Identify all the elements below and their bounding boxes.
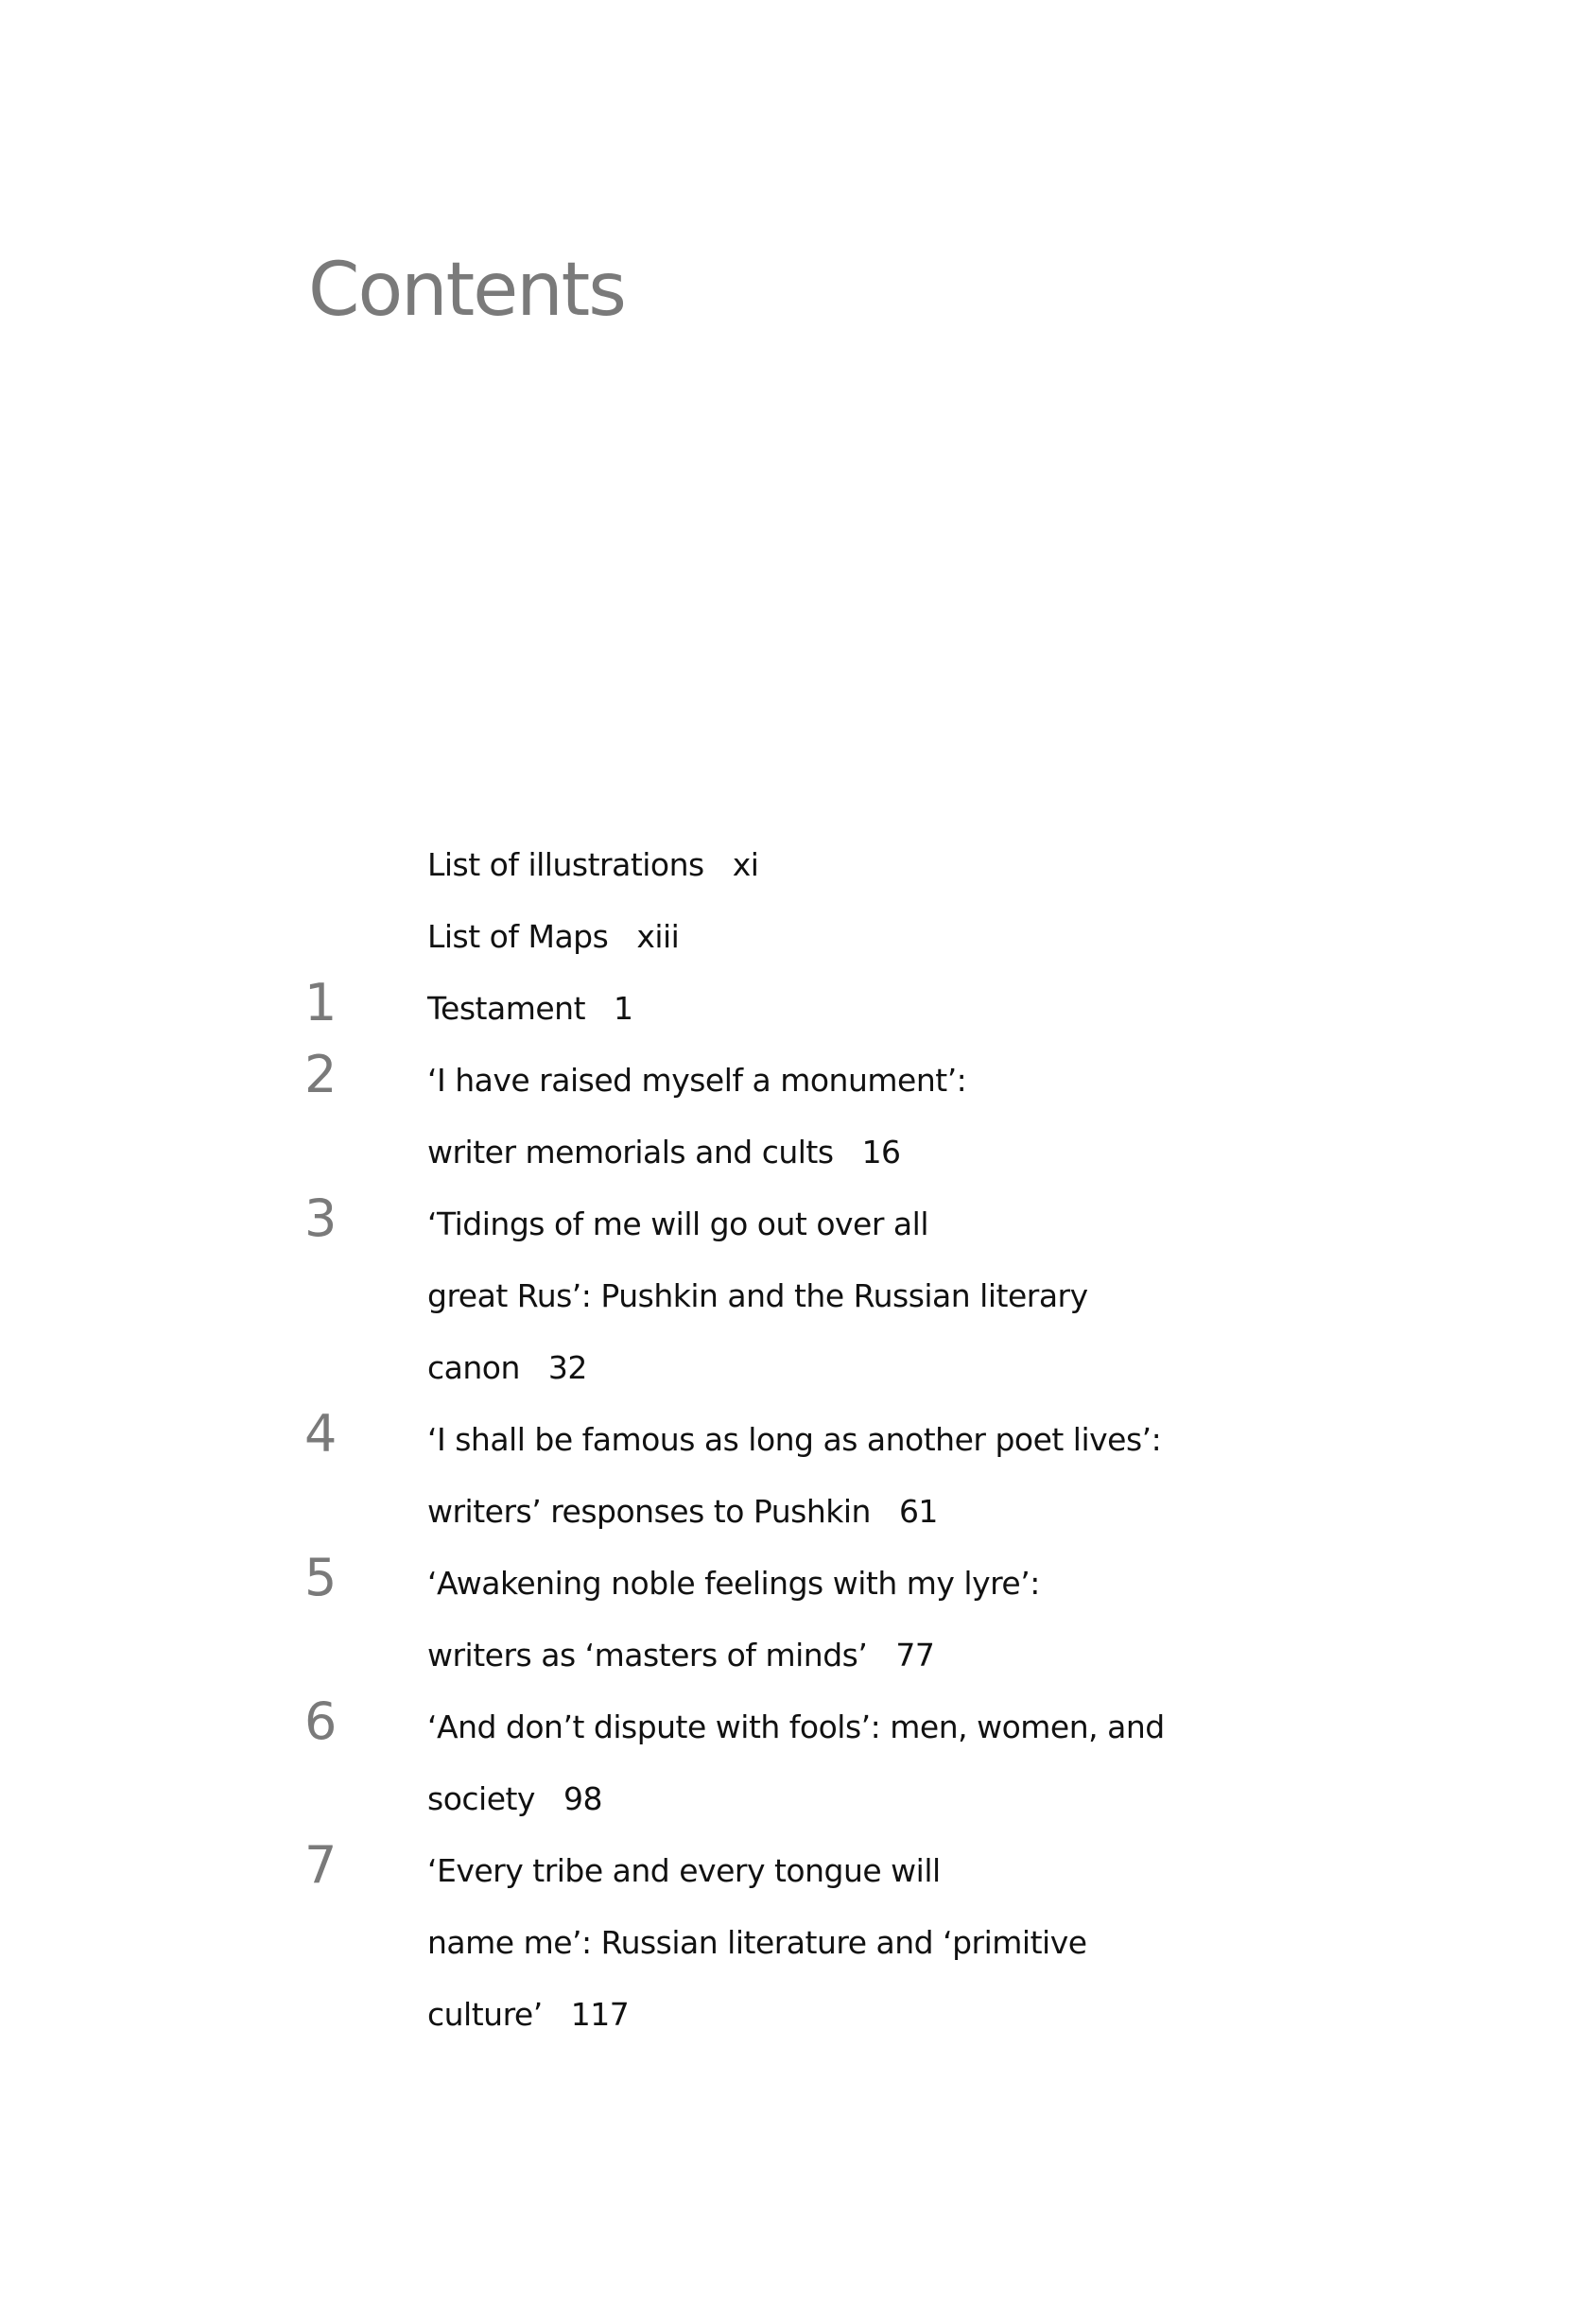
chapter-title-line [427, 1421, 1162, 1458]
toc-entry-page: 16 [861, 1134, 901, 1171]
toc-entry-page: 61 [898, 1493, 938, 1530]
chapter-title-text: ‘And don’t dispute with fools’: men, women, and [427, 1708, 1165, 1745]
toc-entry-page: 32 [547, 1349, 587, 1386]
toc-entry-label: List of Maps [427, 918, 609, 955]
chapter-title-text: ‘Tidings of me will go out over all [427, 1205, 928, 1242]
chapter-title-line [427, 1134, 901, 1171]
chapter-title-line [427, 1996, 630, 2033]
toc-entry-page: 117 [570, 1996, 630, 2033]
toc-entry-page: xiii [636, 918, 680, 955]
chapter-title-line [427, 1062, 967, 1099]
toc-entry-page: 77 [895, 1637, 935, 1674]
chapter-title-line [427, 990, 633, 1027]
chapter-title-line [427, 1852, 941, 1889]
chapter-title-line [427, 1780, 602, 1817]
chapter-title-line [427, 1708, 1165, 1745]
toc-entry-page: 1 [614, 990, 633, 1027]
chapter-number: 3 [304, 1188, 338, 1248]
chapter-title-line [427, 1493, 938, 1530]
chapter-title-line [427, 1277, 1088, 1314]
page-title: Contents [308, 248, 625, 333]
chapter-title-line [427, 1565, 1040, 1602]
chapter-title-line [427, 1349, 587, 1386]
toc-entry-page: xi [732, 846, 759, 883]
chapter-title-text: writers as ‘masters of minds’ [427, 1637, 868, 1674]
chapter-title-text: canon [427, 1349, 520, 1386]
chapter-title-text: ‘I shall be famous as long as another poet lives’: [427, 1421, 1162, 1458]
chapter-number: 6 [304, 1691, 338, 1751]
chapter-title-text: writers’ responses to Pushkin [427, 1493, 871, 1530]
chapter-title-line [427, 1205, 928, 1242]
toc-entry-list-of-illustrations [427, 846, 759, 883]
chapter-number: 7 [304, 1835, 338, 1895]
toc-entry-list-of-maps [427, 918, 680, 955]
chapter-number: 5 [304, 1548, 338, 1607]
toc-entry-label: List of illustrations [427, 846, 704, 883]
chapter-title-text: name me’: Russian literature and ‘primitive [427, 1924, 1087, 1961]
chapter-number: 2 [304, 1045, 338, 1104]
chapter-number: 4 [304, 1404, 338, 1464]
toc-entry-page: 98 [563, 1780, 602, 1817]
chapter-title-text: Testament [427, 990, 586, 1027]
chapter-title-line [427, 1637, 935, 1674]
chapter-title-text: writer memorials and cults [427, 1134, 834, 1171]
chapter-title-text: great Rus’: Pushkin and the Russian literary [427, 1277, 1088, 1314]
chapter-title-text: ‘Awakening noble feelings with my lyre’: [427, 1565, 1040, 1602]
chapter-title-text: ‘Every tribe and every tongue will [427, 1852, 941, 1889]
chapter-title-text: ‘I have raised myself a monument’: [427, 1062, 967, 1099]
chapter-title-text: society [427, 1780, 535, 1817]
chapter-number: 1 [304, 973, 338, 1032]
chapter-title-text: culture’ [427, 1996, 543, 2033]
chapter-title-line [427, 1924, 1087, 1961]
